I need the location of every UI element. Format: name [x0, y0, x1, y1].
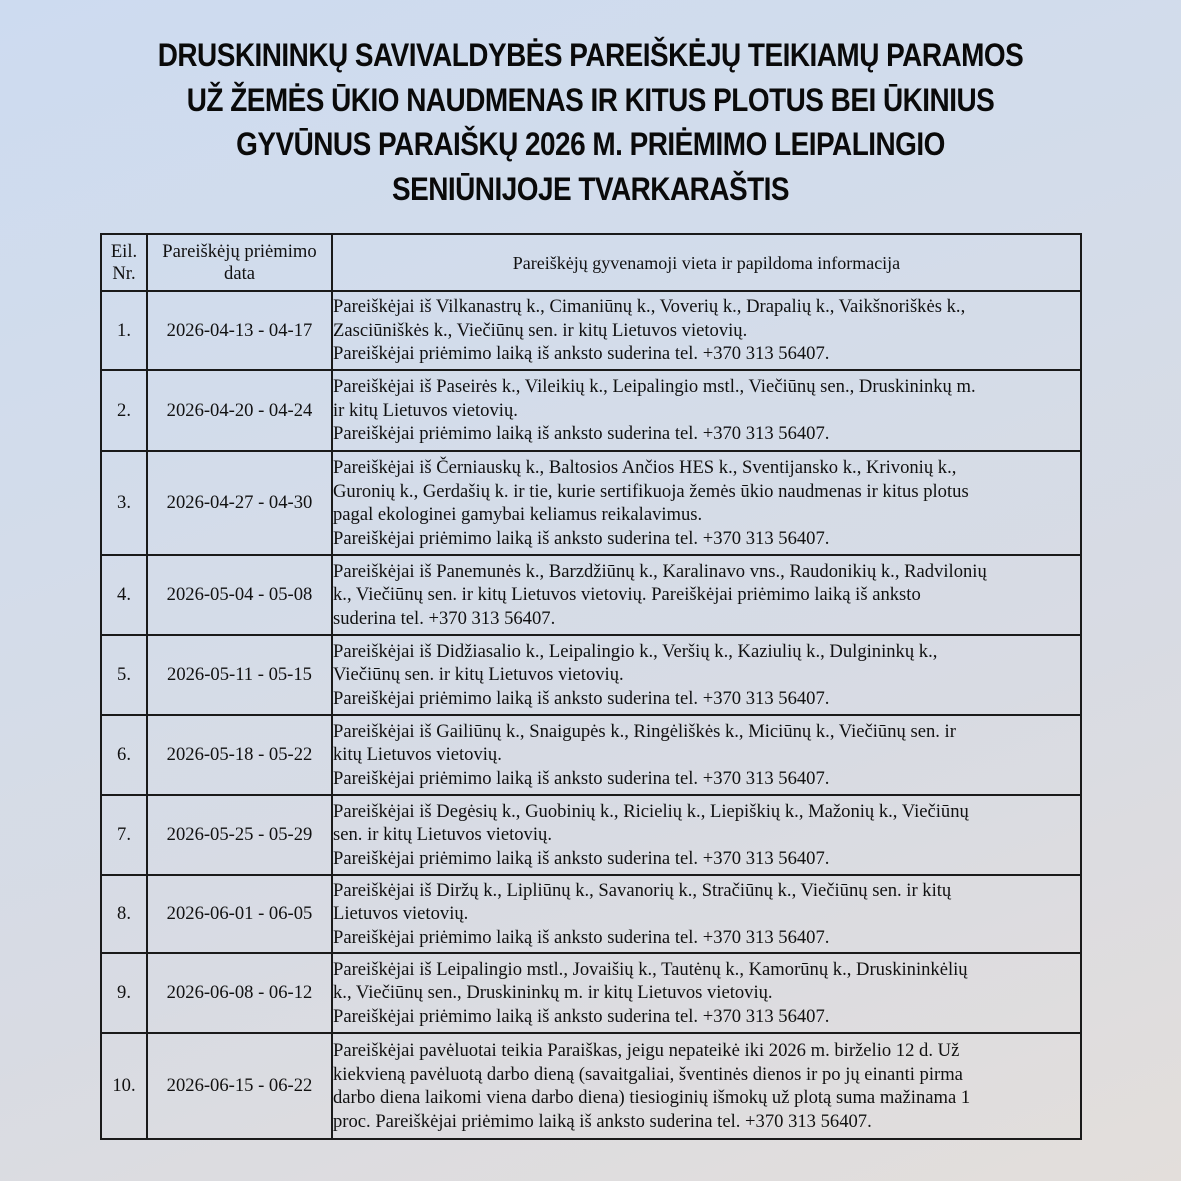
- info-line: Pareiškėjai iš Paseirės k., Vileikių k., Leipalingio mstl., Viečiūnų sen., Druskininkų m.: [333, 376, 976, 398]
- table-row: [101, 291, 1081, 370]
- info-line: Pareiškėjai iš Degėsių k., Guobinių k., Ricielių k., Liepiškių k., Mažonių k., Viečiūnų: [333, 800, 969, 822]
- info-line: pagal ekologinei gamybai keliamus reikalavimus.: [333, 504, 703, 525]
- row-number: 7.: [101, 795, 147, 875]
- info-line: Pareiškėjai priėmimo laiką iš anksto suderina tel. +370 313 56407.: [333, 527, 830, 549]
- reception-date: 2026-05-04 - 05-08: [147, 555, 332, 635]
- reception-date: 2026-04-27 - 04-30: [147, 451, 332, 555]
- info-line: Pareiškėjai priėmimo laiką iš anksto suderina tel. +370 313 56407.: [333, 423, 830, 445]
- header-nr-line: Nr.: [112, 262, 136, 284]
- title-line: UŽ ŽEMĖS ŪKIO NAUDMENAS IR KITUS PLOTUS BEI ŪKINIUS: [186, 81, 995, 118]
- info-line: kiekvieną pavėluotą darbo dieną (savaitgaliai, šventinės dienos ir po jų einanti pirma: [333, 1063, 963, 1085]
- info-line: suderina tel. +370 313 56407.: [333, 607, 556, 629]
- header-date-line: data: [224, 262, 255, 284]
- reception-date: 2026-06-01 - 06-05: [147, 875, 332, 953]
- residence-info: [332, 291, 1081, 370]
- residence-info: [332, 795, 1081, 875]
- info-line: Pareiškėjai iš Vilkanastrų k., Cimaniūnų k., Voverių k., Drapalių k., Vaikšnoriškės k.,: [333, 296, 966, 318]
- residence-info: [332, 953, 1081, 1033]
- info-line: Pareiškėjai pavėluotai teikia Paraiškas, jeigu nepateikė iki 2026 m. birželio 12 d. Už: [333, 1040, 960, 1061]
- reception-date: 2026-05-25 - 05-29: [147, 795, 332, 875]
- residence-info: [332, 370, 1081, 451]
- info-line: Zasciūniškės k., Viečiūnų sen. ir kitų Lietuvos vietovių.: [333, 319, 748, 341]
- info-line: Pareiškėjai priėmimo laiką iš anksto suderina tel. +370 313 56407.: [333, 767, 830, 789]
- info-line: ir kitų Lietuvos vietovių.: [333, 399, 518, 421]
- title-line: DRUSKININKŲ SAVIVALDYBĖS PAREIŠKĖJŲ TEIKIAMŲ PARAMOS: [157, 37, 1024, 73]
- info-line: Pareiškėjai priėmimo laiką iš anksto suderina tel. +370 313 56407.: [333, 343, 830, 365]
- table-row: [101, 370, 1081, 451]
- table-row: [101, 635, 1081, 715]
- info-line: Lietuvos vietovių.: [333, 903, 469, 925]
- header-date: [147, 234, 332, 291]
- table-row: [101, 795, 1081, 875]
- header-nr: [101, 234, 147, 291]
- header-info: Pareiškėjų gyvenamoji vieta ir papildoma informacija: [332, 234, 1081, 291]
- residence-info: [332, 715, 1081, 795]
- row-number: 9.: [101, 953, 147, 1033]
- title-line: GYVŪNUS PARAIŠKŲ 2026 M. PRIĖMIMO LEIPALINGIO: [236, 126, 945, 162]
- info-line: proc. Pareiškėjai priėmimo laiką iš anksto suderina tel. +370 313 56407.: [333, 1110, 872, 1132]
- info-line: darbo diena laikomi viena darbo diena) tiesioginių išmokų už plotą suma mažinama 1: [333, 1087, 971, 1108]
- info-line: Pareiškėjai iš Didžiasalio k., Leipalingio k., Veršių k., Kaziulių k., Dulgininkų k.,: [333, 640, 938, 662]
- table-row: [101, 451, 1081, 555]
- reception-date: 2026-04-13 - 04-17: [147, 291, 332, 370]
- row-number: 1.: [101, 291, 147, 370]
- header-date-line: Pareiškėjų priėmimo: [162, 240, 317, 262]
- table-row: [101, 953, 1081, 1033]
- schedule-table: [100, 233, 1082, 1140]
- info-line: Pareiškėjai iš Panemunės k., Barzdžiūnų k., Karalinavo vns., Raudonikių k., Radvilonių: [333, 560, 987, 582]
- residence-info: [332, 635, 1081, 715]
- row-number: 5.: [101, 635, 147, 715]
- residence-info: [332, 555, 1081, 635]
- row-number: 8.: [101, 875, 147, 953]
- info-line: Viečiūnų sen. ir kitų Lietuvos vietovių.: [333, 664, 624, 686]
- info-line: Pareiškėjai iš Diržų k., Lipliūnų k., Savanorių k., Stračiūnų k., Viečiūnų sen. ir kitų: [333, 879, 952, 901]
- reception-date: 2026-04-20 - 04-24: [147, 370, 332, 451]
- row-number: 6.: [101, 715, 147, 795]
- table-header-row: [101, 234, 1081, 291]
- reception-date: 2026-05-11 - 05-15: [147, 635, 332, 715]
- reception-date: 2026-06-15 - 06-22: [147, 1033, 332, 1139]
- row-number: 4.: [101, 555, 147, 635]
- info-line: Pareiškėjai priėmimo laiką iš anksto suderina tel. +370 313 56407.: [333, 847, 830, 869]
- residence-info: [332, 451, 1081, 555]
- table-row: [101, 715, 1081, 795]
- info-line: Pareiškėjai iš Leipalingio mstl., Jovaišių k., Tautėnų k., Kamorūnų k., Druskininkėlių: [333, 958, 968, 980]
- reception-date: 2026-05-18 - 05-22: [147, 715, 332, 795]
- table-row: [101, 1033, 1081, 1139]
- page-title: [83, 33, 1099, 211]
- header-nr-line: Eil.: [110, 240, 138, 262]
- row-number: 3.: [101, 451, 147, 555]
- info-line: Pareiškėjai iš Černiauskų k., Baltosios Ančios HES k., Sventijansko k., Krivonių k.,: [333, 457, 957, 478]
- residence-info: [332, 1033, 1081, 1139]
- table-row: [101, 555, 1081, 635]
- row-number: 10.: [101, 1033, 147, 1139]
- info-line: Pareiškėjai priėmimo laiką iš anksto suderina tel. +370 313 56407.: [333, 687, 830, 709]
- info-line: Pareiškėjai priėmimo laiką iš anksto suderina tel. +370 313 56407.: [333, 1005, 830, 1027]
- info-line: k., Viečiūnų sen. ir kitų Lietuvos vietovių. Pareiškėjai priėmimo laiką iš anksto: [333, 584, 921, 606]
- table-row: [101, 875, 1081, 953]
- info-line: k., Viečiūnų sen., Druskininkų m. ir kitų Lietuvos vietovių.: [333, 982, 773, 1004]
- info-line: Guronių k., Gerdašių k. ir tie, kurie sertifikuoja žemės ūkio naudmenas ir kitus plotus: [333, 480, 969, 502]
- title-line: SENIŪNIJOJE TVARKARAŠTIS: [391, 170, 790, 207]
- reception-date: 2026-06-08 - 06-12: [147, 953, 332, 1033]
- info-line: sen. ir kitų Lietuvos vietovių.: [333, 824, 552, 846]
- info-line: Pareiškėjai iš Gailiūnų k., Snaigupės k., Ringėliškės k., Miciūnų k., Viečiūnų sen. ir: [333, 720, 956, 742]
- residence-info: [332, 875, 1081, 953]
- row-number: 2.: [101, 370, 147, 451]
- info-line: kitų Lietuvos vietovių.: [333, 744, 502, 766]
- info-line: Pareiškėjai priėmimo laiką iš anksto suderina tel. +370 313 56407.: [333, 926, 830, 948]
